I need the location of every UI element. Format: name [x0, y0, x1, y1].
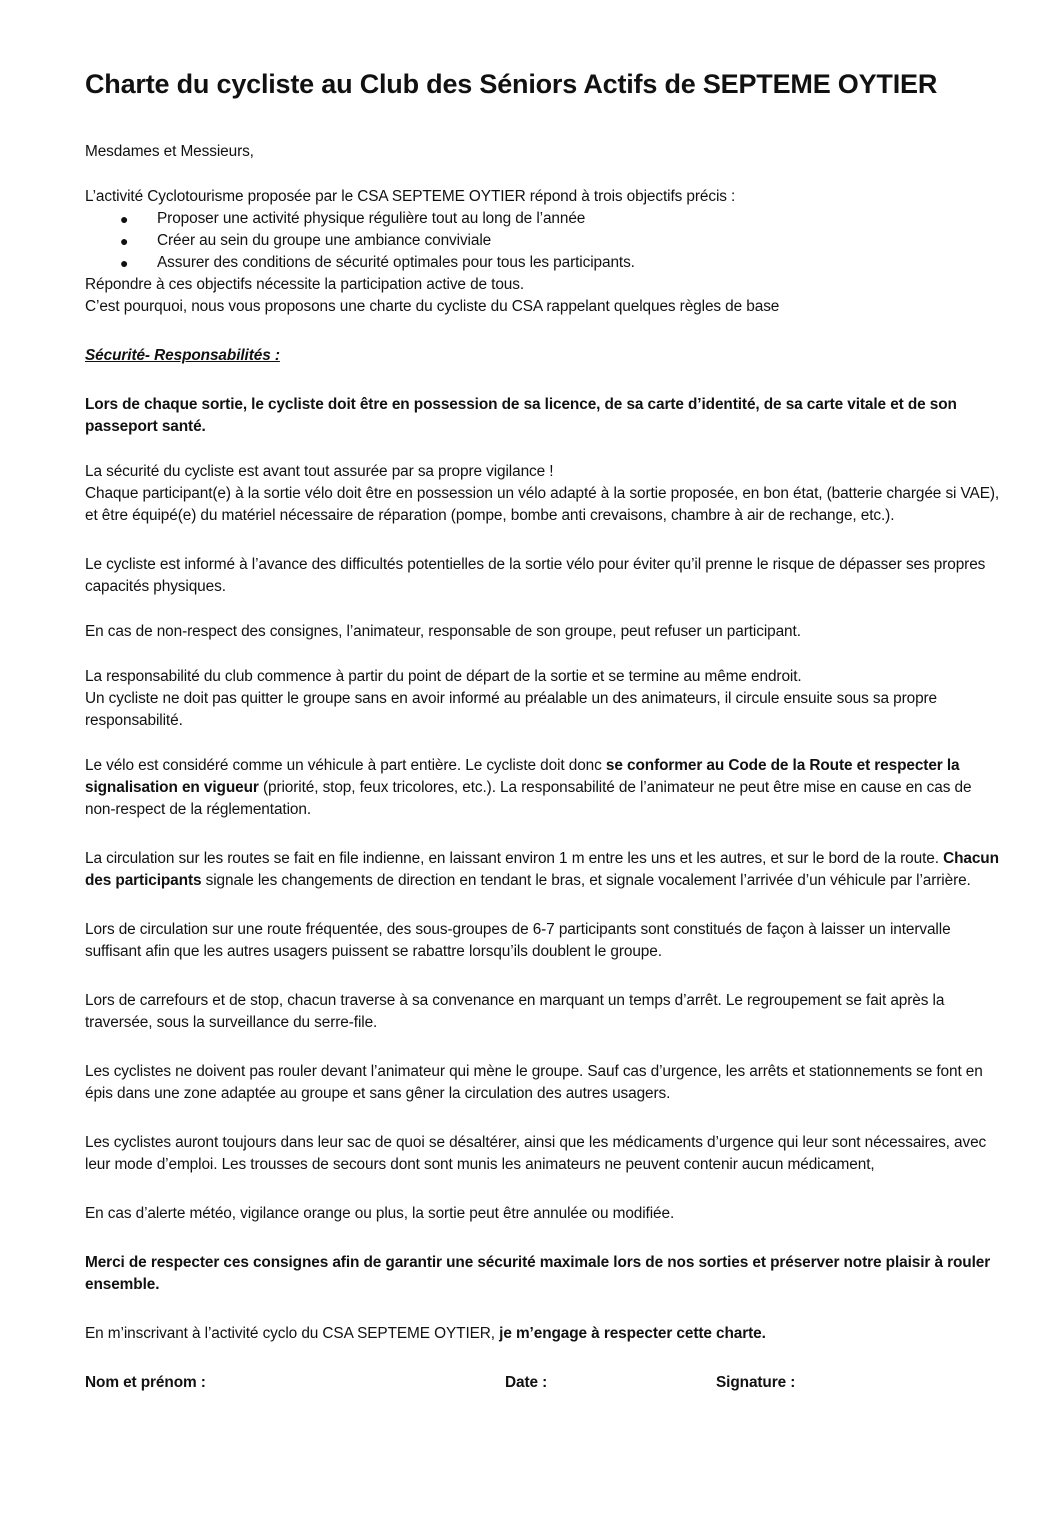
crossroads-paragraph: Lors de carrefours et de stop, chacun traverse à sa convenance en marquant un temps d’arrêt. Le regroupement se fait après la traversée, sous la surveillance du serre-file. — [85, 992, 945, 1031]
vigilance-line-2: Chaque participant(e) à la sortie vélo doit être en possession un vélo adapté à la sortie proposée, en bon état, (batterie chargée si VAE), et être équipé(e) du matériel nécessaire de réparation (pompe, bombe anti crevaisons, chambre à air de rechange, etc.). — [85, 485, 1000, 524]
list-item: ● Assurer des conditions de sécurité optimales pour tous les participants. — [85, 252, 1000, 274]
informed-paragraph: Le cycliste est informé à l’avance des difficultés potentielles de la sortie vélo pour éviter qu’il prenne le risque de dépasser ses propres capacités physiques. — [85, 556, 986, 595]
document-title: Charte du cycliste au Club des Séniors Actifs de SEPTEME OYTIER — [85, 69, 938, 99]
single-file-paragraph: La circulation sur les routes se fait en file indienne, en laissant environ 1 m entre les uns et les autres, et sur le bord de la route. Chacun des participants signale les changements de direction en tendant le bras, et signale vocalement l’arrivée d’un véhicule par l’arrière. — [85, 850, 999, 889]
greeting: Mesdames et Messieurs, — [85, 143, 254, 160]
date-field-label: Date : — [505, 1374, 548, 1391]
refuse-paragraph: En cas de non-respect des consignes, l’animateur, responsable de son groupe, peut refuser un participant. — [85, 623, 801, 640]
thanks-paragraph: Merci de respecter ces consignes afin de garantir une sécurité maximale lors de nos sorties et préserver notre plaisir à rouler ensemble. — [85, 1254, 991, 1293]
document-page — [85, 66, 1000, 1394]
signature-field-label: Signature : — [716, 1374, 796, 1391]
club-responsibility-line-1: La responsabilité du club commence à partir du point de départ de la sortie et se termine au même endroit. — [85, 668, 802, 685]
bullet-icon: ● — [120, 211, 129, 227]
objectives-list — [85, 208, 1000, 274]
bullet-icon: ● — [120, 233, 129, 249]
leader-paragraph: Les cyclistes ne doivent pas rouler devant l’animateur qui mène le groupe. Sauf cas d’urgence, les arrêts et stationnements se font en épis dans une zone adaptée au groupe et sans gêner la circulation des autres usagers. — [85, 1063, 983, 1102]
medication-paragraph: Les cyclistes auront toujours dans leur sac de quoi se désaltérer, ainsi que les médicaments d’urgence qui leur sont nécessaires, avec leur mode d’emploi. Les trousses de secours dont sont munis les animateurs ne peuvent contenir aucun médicament, — [85, 1134, 987, 1173]
signature-row — [85, 1372, 1000, 1394]
section-title: Sécurité- Responsabilités : — [85, 347, 280, 364]
intro-after-line-1: Répondre à ces objectifs nécessite la participation active de tous. — [85, 276, 525, 293]
weather-paragraph: En cas d’alerte météo, vigilance orange ou plus, la sortie peut être annulée ou modifiée. — [85, 1205, 675, 1222]
name-field-label: Nom et prénom : — [85, 1374, 206, 1391]
subgroups-paragraph: Lors de circulation sur une route fréquentée, des sous-groupes de 6-7 participants sont constitués de façon à laisser un intervalle suffisant afin que les autres usagers puissent se rabattre lorsqu’ils doublent le groupe. — [85, 921, 951, 960]
engagement-paragraph: En m’inscrivant à l’activité cyclo du CSA SEPTEME OYTIER, je m’engage à respecter cette charte. — [85, 1325, 766, 1342]
intro-after-line-2: C’est pourquoi, nous vous proposons une charte du cycliste du CSA rappelant quelques règles de base — [85, 298, 780, 315]
code-route-paragraph: Le vélo est considéré comme un véhicule à part entière. Le cycliste doit donc se conformer au Code de la Route et respecter la signalisation en vigueur (priorité, stop, feux tricolores, etc.). La responsabilité de l’animateur ne peut être mise en cause en cas de non-respect de la réglementation. — [85, 757, 972, 818]
bullet-icon: ● — [120, 255, 129, 271]
list-item: ● Créer au sein du groupe une ambiance conviviale — [85, 230, 1000, 252]
vigilance-line-1: La sécurité du cycliste est avant tout assurée par sa propre vigilance ! — [85, 463, 554, 480]
list-item: ● Proposer une activité physique régulière tout au long de l’année — [85, 208, 1000, 230]
club-responsibility-line-2: Un cycliste ne doit pas quitter le groupe sans en avoir informé au préalable un des animateurs, il circule ensuite sous sa propre responsabilité. — [85, 690, 938, 729]
intro-paragraph: L’activité Cyclotourisme proposée par le CSA SEPTEME OYTIER répond à trois objectifs précis : — [85, 188, 736, 205]
documents-rule: Lors de chaque sortie, le cycliste doit être en possession de sa licence, de sa carte d’identité, de sa carte vitale et de son passeport santé. — [85, 396, 957, 435]
